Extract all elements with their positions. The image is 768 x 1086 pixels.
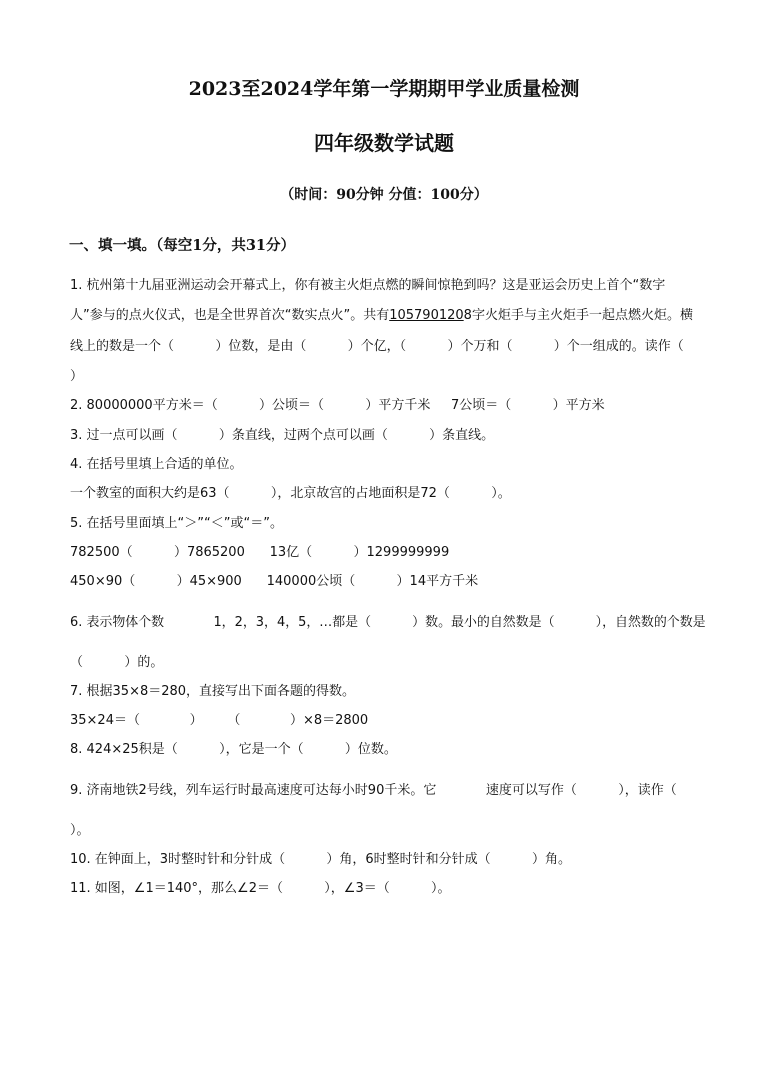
question-1-text-b: 8字火炬手与主火炬手一起点燃火炬。横: [463, 308, 693, 323]
question-1-line-1: 1. 杭州第十九届亚洲运动会开幕式上，你有被主火炬点燃的瞬间惊艳到吗？这是亚运会历史上首个“数字: [70, 278, 666, 293]
question-11: 11. 如图，∠1＝140°，那么∠2＝（ ），∠3＝（ ）。: [70, 881, 451, 896]
question-5-line-2: 782500（ ）7865200 13亿（ ）1299999999: [70, 545, 450, 560]
question-6-line-2: （ ）的。: [70, 655, 164, 670]
exam-title: 2023至2024学年第一学期期甲学业质量检测: [188, 78, 580, 100]
exam-subtitle: 四年级数学试题: [314, 131, 454, 155]
question-1-underlined-number: 105790120: [389, 308, 464, 323]
question-4-line-1: 4. 在括号里填上合适的单位。: [70, 457, 243, 472]
exam-meta: （时间：90分钟 分值：100分）: [280, 187, 488, 203]
section-heading: 一、填一填。（每空1分，共31分）: [69, 237, 296, 254]
question-4-line-2: 一个教室的面积大约是63（ ），北京故宫的占地面积是72（ ）。: [70, 486, 511, 501]
question-1-line-3: 线上的数是一个（ ）位数，是由（ ）个亿，（ ）个万和（ ）个一组成的。读作（: [70, 339, 684, 354]
question-2: 2. 80000000平方米＝（ ）公顷＝（ ）平方千米 7公顷＝（ ）平方米: [70, 398, 605, 413]
question-5-line-1: 5. 在括号里面填上“＞”“＜”或“＝”。: [70, 516, 283, 531]
question-9-line-1: 9. 济南地铁2号线，列车运行时最高速度可达每小时90千米。它 速度可以写作（ ），读作（: [70, 783, 677, 798]
question-5-line-3: 450×90（ ）45×900 140000公顷（ ）14平方千米: [70, 574, 479, 589]
question-1-line-2: [70, 304, 693, 323]
question-10: 10. 在钟面上，3时整时针和分针成（ ）角，6时整时针和分针成（ ）角。: [70, 852, 571, 867]
question-7-line-1: 7. 根据35×8＝280，直接写出下面各题的得数。: [70, 684, 356, 699]
question-3: 3. 过一点可以画（ ）条直线，过两个点可以画（ ）条直线。: [70, 428, 495, 443]
question-6-line-1: 6. 表示物体个数 1，2，3，4，5，…都是（ ）数。最小的自然数是（ ），自然数的个数是: [70, 615, 706, 630]
question-8: 8. 424×25积是（ ），它是一个（ ）位数。: [70, 742, 397, 757]
question-1-text-a: 人”参与的点火仪式，也是全世界首次“数实点火”。共有: [70, 308, 390, 323]
question-7-line-2: 35×24＝（ ） （ ）×8＝2800: [70, 713, 369, 728]
question-9-line-2: ）。: [70, 823, 90, 838]
question-1-line-4: ）: [70, 369, 84, 384]
